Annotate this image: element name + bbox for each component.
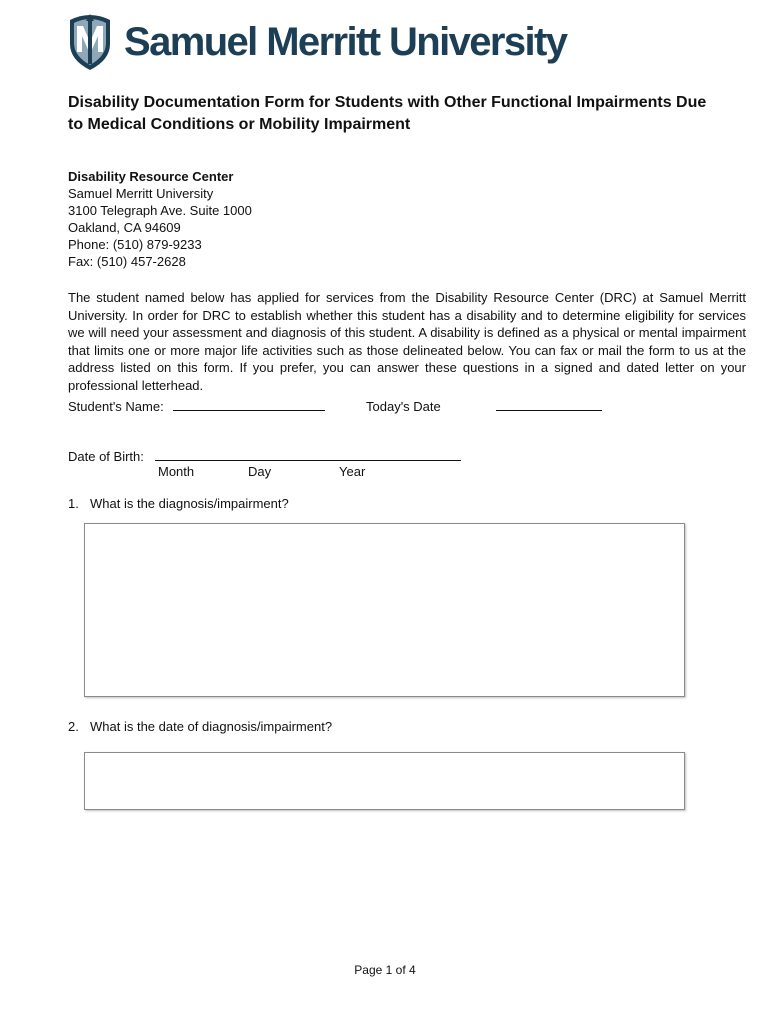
dob-year-label: Year bbox=[339, 464, 366, 479]
shield-crest-icon bbox=[66, 12, 114, 72]
question-1-answer-box[interactable] bbox=[84, 523, 685, 697]
question-2 bbox=[68, 718, 332, 735]
document-title: Disability Documentation Form for Students with Other Functional Impairments Due to Medical Conditions or Mobility Impairment bbox=[68, 94, 707, 133]
address-line-3: Oakland, CA 94609 bbox=[68, 220, 181, 235]
question-2-answer-box[interactable] bbox=[84, 752, 685, 810]
question-2-text: What is the date of diagnosis/impairment? bbox=[90, 719, 333, 734]
dob-field[interactable] bbox=[155, 448, 461, 461]
todays-date-field[interactable] bbox=[496, 398, 602, 411]
student-name-label: Student's Name: bbox=[68, 399, 164, 414]
dob-month-label: Month bbox=[158, 464, 195, 479]
page-number: Page 1 of 4 bbox=[354, 963, 416, 977]
address-org: Disability Resource Center bbox=[68, 169, 234, 184]
question-1-text: What is the diagnosis/impairment? bbox=[90, 496, 289, 511]
question-1-number: 1. bbox=[68, 496, 79, 511]
address-line-2: 3100 Telegraph Ave. Suite 1000 bbox=[68, 203, 252, 218]
todays-date-row bbox=[366, 398, 602, 415]
dob-label: Date of Birth: bbox=[68, 449, 144, 464]
logo-wordmark: Samuel Merritt University bbox=[124, 20, 567, 64]
dob-day-label: Day bbox=[248, 464, 272, 479]
address-line-1: Samuel Merritt University bbox=[68, 186, 214, 201]
question-2-number: 2. bbox=[68, 719, 79, 734]
student-name-field[interactable] bbox=[173, 398, 325, 411]
todays-date-label: Today's Date bbox=[366, 399, 441, 414]
intro-paragraph: The student named below has applied for services from the Disability Resource Center (DRC) at Samuel Merritt University. In order for DRC to establish whether this student has a disability and to determine eligibility for services we will need your assessment and diagnosis of this student. A disability is defined as a physical or mental impairment that limits one or more major life activities such as those delineated below. You can fax or mail the form to us at the address listed on this form. If you prefer, you can answer these questions in a signed and dated letter on your professional letterhead. bbox=[68, 290, 746, 393]
student-name-row bbox=[68, 398, 325, 415]
question-1 bbox=[68, 495, 289, 512]
address-fax: Fax: (510) 457-2628 bbox=[68, 254, 186, 269]
university-logo bbox=[66, 12, 566, 72]
address-phone: Phone: (510) 879-9233 bbox=[68, 237, 202, 252]
address-block bbox=[68, 168, 252, 270]
